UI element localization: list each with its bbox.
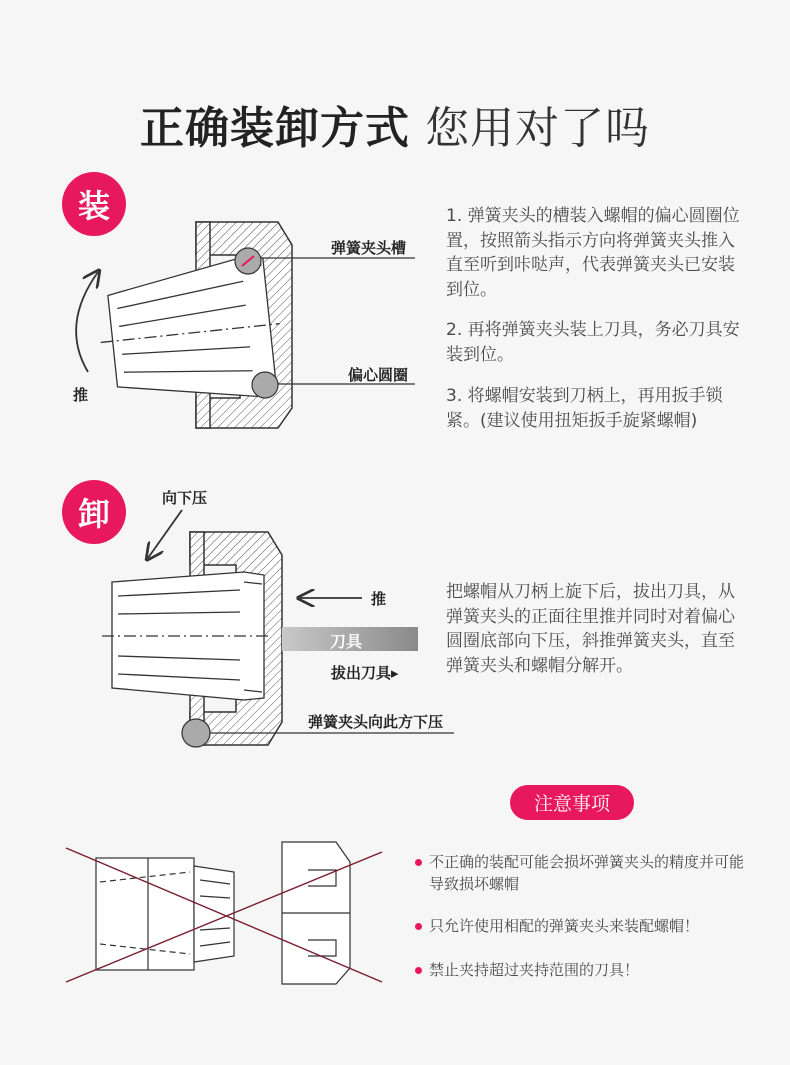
remove-badge: 卸 <box>62 480 126 544</box>
label-pull-tool: 拔出刀具▸ <box>331 664 399 682</box>
press-here-marker <box>182 719 210 747</box>
label-press-here: 弹簧夹头向此方下压 <box>308 713 444 731</box>
wrong-assembly-nut <box>282 842 350 984</box>
remove-description: 把螺帽从刀柄上旋下后，拔出刀具，从弹簧夹头的正面往里推并同时对着偏心圆圈底部向下压，斜推弹簧夹头，直至弹簧夹头和螺帽分解开。 <box>446 582 735 676</box>
label-collet-slot: 弹簧夹头槽 <box>331 239 407 257</box>
notice-item-2: 只允许使用相配的弹簧夹头来装配螺帽！ <box>429 917 700 935</box>
wrong-assembly-collet <box>96 858 234 970</box>
install-step-1: 1. 弹簧夹头的槽装入螺帽的偏心圆圈位置，按照箭头指示方向将弹簧夹头推入直至听到咔哒声，代表弹簧夹头已安装到位。 <box>446 206 740 300</box>
label-tool: 刀具 <box>330 632 363 651</box>
install-push-arrow <box>76 272 98 372</box>
title-light: 您用对了吗 <box>425 103 650 154</box>
notice-bullet-1 <box>415 859 422 866</box>
label-install-push: 推 <box>73 386 89 404</box>
label-remove-push: 推 <box>371 590 387 608</box>
notice-bullet-2 <box>415 923 422 930</box>
label-press-down: 向下压 <box>162 489 208 507</box>
remove-collet <box>102 572 270 700</box>
notice-bullet-3 <box>415 967 422 974</box>
install-badge: 装 <box>62 172 126 236</box>
notice-item-3: 禁止夹持超过夹持范围的刀具！ <box>429 961 640 979</box>
install-step-3: 3. 将螺帽安装到刀柄上，再用扳手锁紧。(建议使用扭矩扳手旋紧螺帽) <box>446 386 723 431</box>
title-bold: 正确装卸方式 <box>140 103 410 154</box>
notice-title: 注意事项 <box>510 785 634 820</box>
install-step-2: 2. 再将弹簧夹头装上刀具，务必刀具安装到位。 <box>446 320 740 365</box>
eccentric-marker <box>252 372 278 398</box>
label-eccentric-circle: 偏心圆圈 <box>348 366 409 384</box>
notice-item-1: 不正确的装配可能会损坏弹簧夹头的精度并可能导致损坏螺帽 <box>429 853 745 893</box>
press-down-arrow <box>148 510 182 558</box>
